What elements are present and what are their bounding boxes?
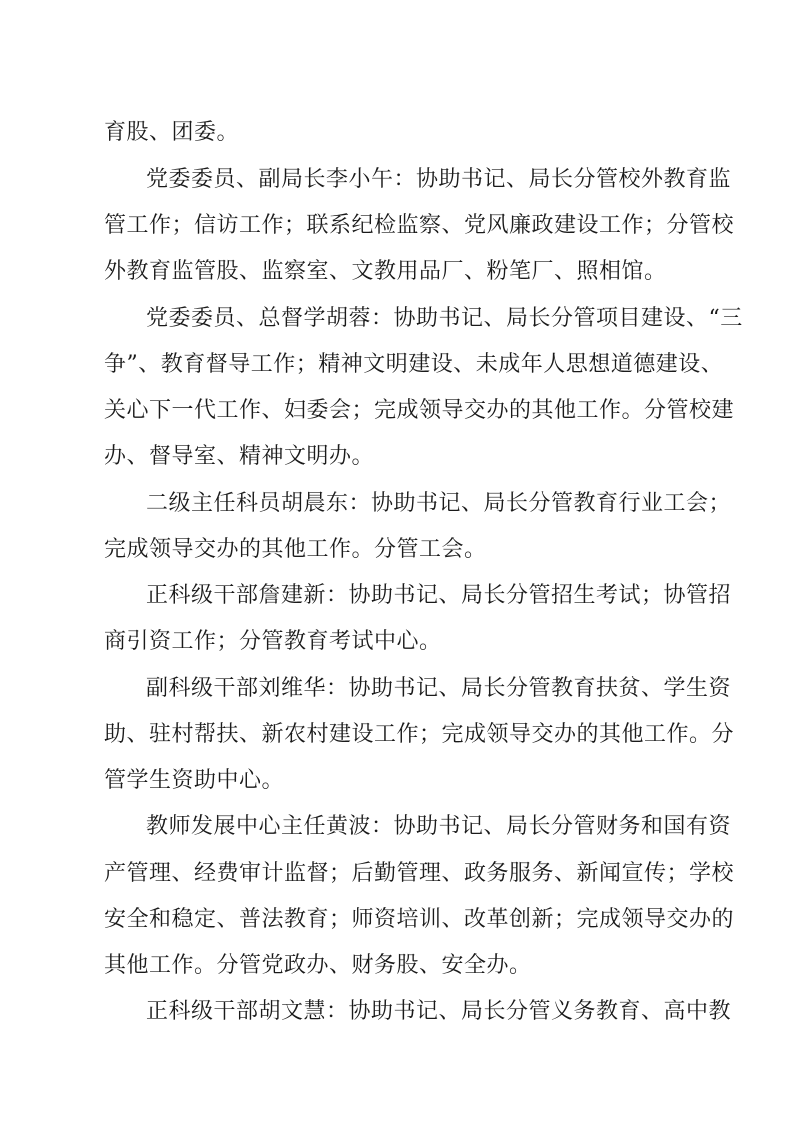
text-line: 产管理、经费审计监督；后勤管理、政务服务、新闻宣传；学校	[104, 861, 735, 886]
text-line: 外教育监管股、监察室、文教用品厂、粉笔厂、照相馆。	[104, 259, 667, 284]
text-line: 副科级干部刘维华：协助书记、局长分管教育扶贫、学生资	[146, 676, 732, 701]
text-line: 争”、教育督导工作；精神文明建设、未成年人思想道德建设、	[104, 352, 724, 377]
text-line: 二级主任科员胡晨东：协助书记、局长分管教育行业工会；	[146, 491, 732, 516]
text-line: 教师发展中心主任黄波：协助书记、局长分管财务和国有资	[146, 814, 732, 839]
text-line: 党委委员、总督学胡蓉：协助书记、局长分管项目建设、“三	[146, 306, 743, 331]
text-line: 育股、团委。	[104, 120, 240, 145]
text-line: 管学生资助中心。	[104, 768, 285, 793]
text-line: 党委委员、副局长李小午：协助书记、局长分管校外教育监	[146, 167, 732, 192]
text-line: 正科级干部詹建新：协助书记、局长分管招生考试；协管招	[146, 583, 732, 608]
text-line: 安全和稳定、普法教育；师资培训、改革创新；完成领导交办的	[104, 907, 735, 932]
text-line: 正科级干部胡文慧：协助书记、局长分管义务教育、高中教	[146, 999, 732, 1024]
text-line: 完成领导交办的其他工作。分管工会。	[104, 537, 487, 562]
text-line: 关心下一代工作、妇委会；完成领导交办的其他工作。分管校建	[104, 398, 735, 423]
text-line: 其他工作。分管党政办、财务股、安全办。	[104, 953, 532, 978]
text-line: 助、驻村帮扶、新农村建设工作；完成领导交办的其他工作。分	[104, 722, 735, 747]
text-line: 办、督导室、精神文明办。	[104, 444, 375, 469]
text-line: 管工作；信访工作；联系纪检监察、党风廉政建设工作；分管校	[104, 213, 735, 238]
text-line: 商引资工作；分管教育考试中心。	[104, 629, 442, 654]
